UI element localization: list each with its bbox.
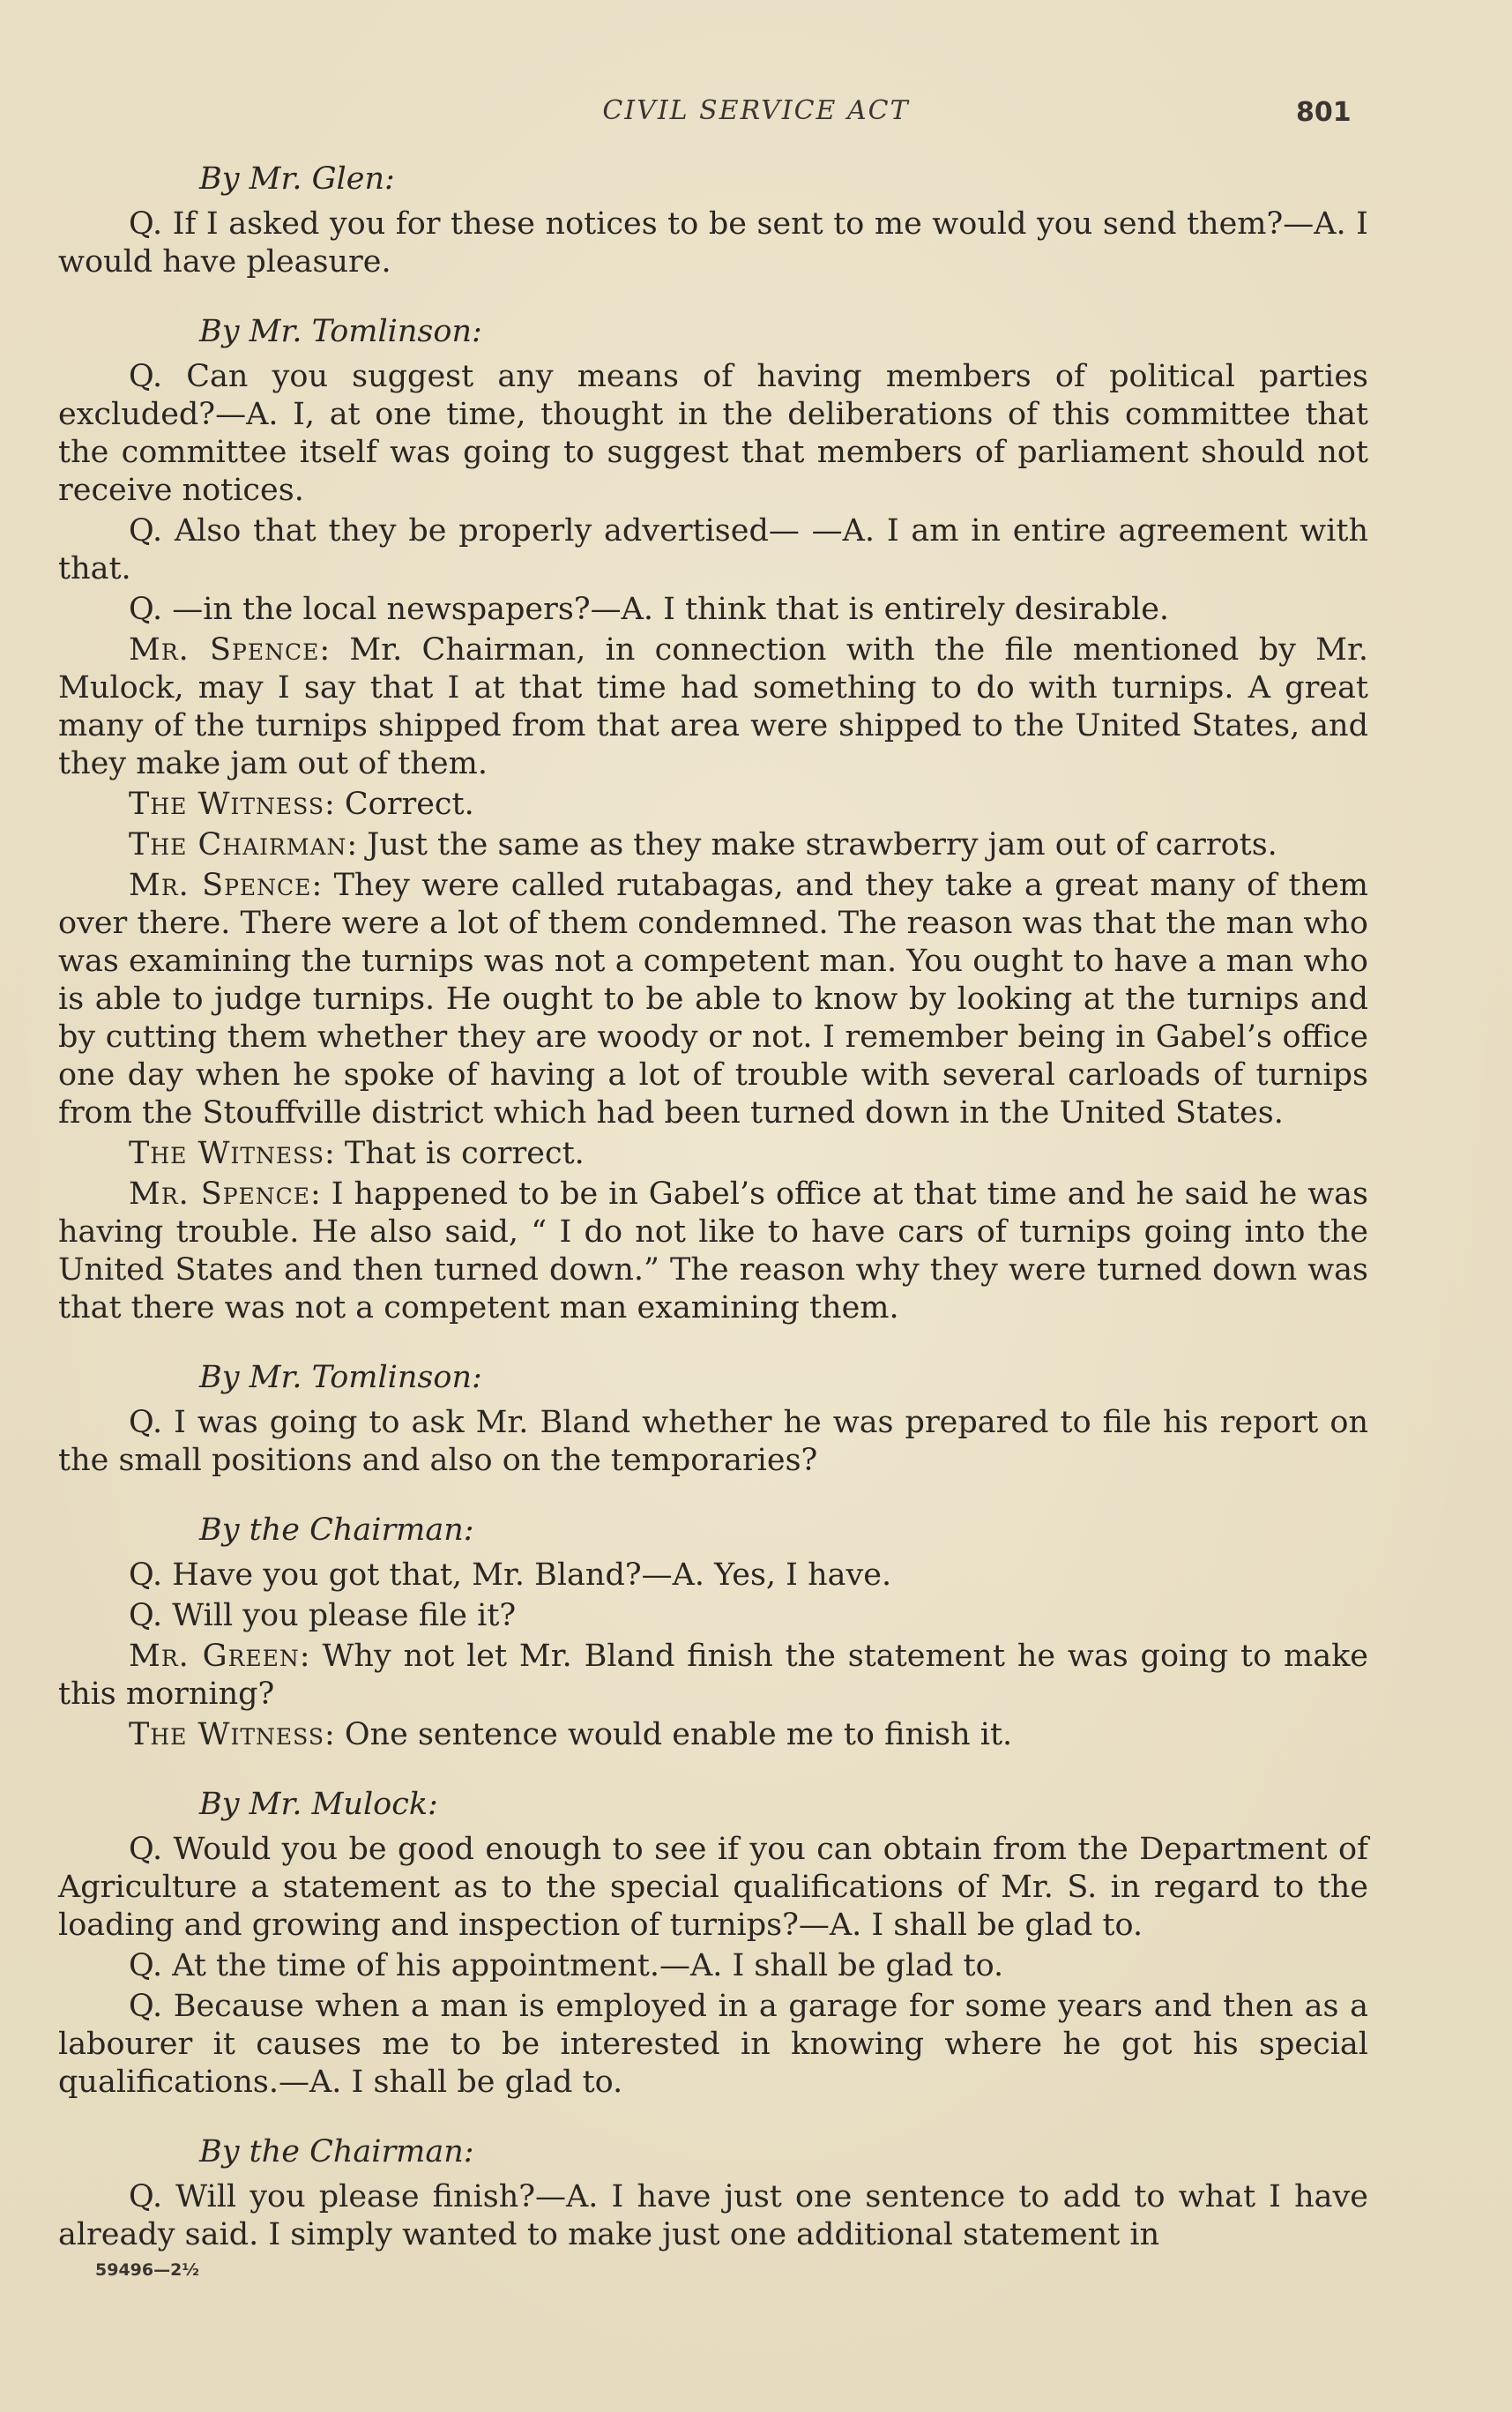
speaker-name: The Chairman: [129, 827, 347, 862]
speech-paragraph: [58, 867, 1368, 1132]
speech-paragraph: [58, 1638, 1368, 1714]
speaker-name: The Witness: [129, 1717, 324, 1752]
speech-text: : Correct.: [324, 787, 474, 822]
paragraph: Q. Can you suggest any means of having members of political parties excluded?—A. I, at one time, thought in the deliberations of this committee that the committee itself was going to suggest that members of parliament should not receive notices.: [58, 359, 1368, 508]
byline: By the Chairman:: [199, 2134, 474, 2169]
byline: By Mr. Tomlinson:: [199, 1360, 482, 1395]
printer-signature-mark: 59496—2½: [95, 2260, 199, 2280]
speech-paragraph: [58, 1135, 1368, 1173]
paragraph: Q. At the time of his appointment.—A. I shall be glad to.: [129, 1948, 1004, 1983]
running-header-title: CIVIL SERVICE ACT: [602, 95, 910, 126]
byline: By Mr. Mulock:: [199, 1787, 438, 1822]
speech-text: : That is correct.: [324, 1136, 585, 1171]
paragraph: Q. Have you got that, Mr. Bland?—A. Yes, I have.: [129, 1557, 892, 1593]
speech-text: : Mr. Chairman, in connection with the file mentioned by Mr. Mulock, may I say that I at that time had something to do with turnips. A great many of the turnips shipped from that area were shipped to the United States, and they make jam out of them.: [58, 632, 1368, 781]
paragraph: Q. Will you please file it?: [129, 1598, 517, 1633]
byline: By the Chairman:: [199, 1512, 474, 1548]
paragraph: Q. If I asked you for these notices to be sent to me would you send them?—A. I would have pleasure.: [58, 206, 1368, 280]
speaker-name: The Witness: [129, 787, 324, 822]
paragraph: Q. Will you please finish?—A. I have just one sentence to add to what I have already said. I simply wanted to make just one additional statement in: [58, 2179, 1368, 2252]
body-text: [58, 161, 1368, 2257]
paragraph: Q. Would you be good enough to see if you can obtain from the Department of Agriculture a statement as to the special qualifications of Mr. S. in regard to the loading and growing and inspection of turnips?—A. I shall be glad to.: [58, 1832, 1368, 1943]
page-number: 801: [1296, 97, 1352, 128]
speaker-name: Mr. Spence: [129, 632, 320, 668]
speech-text: : Why not let Mr. Bland finish the statement he was going to make this morning?: [58, 1639, 1368, 1712]
speaker-name: Mr. Spence: [129, 1176, 311, 1212]
speech-paragraph: [58, 1716, 1368, 1754]
speaker-name: Mr. Green: [129, 1639, 300, 1674]
speech-text: : One sentence would enable me to finish it.: [324, 1717, 1013, 1752]
speaker-name: Mr. Spence: [129, 868, 312, 903]
paragraph: Q. Because when a man is employed in a garage for some years and then as a labourer it causes me to be interested in knowing where he got his special qualifications.—A. I shall be glad to.: [58, 1989, 1368, 2100]
speech-paragraph: [58, 826, 1368, 864]
speech-paragraph: [58, 1176, 1368, 1327]
paragraph: Q. —in the local newspapers?—A. I think that is entirely desirable.: [129, 592, 1170, 627]
speaker-name: The Witness: [129, 1136, 324, 1171]
byline: By Mr. Glen:: [199, 161, 395, 197]
speech-paragraph: [58, 631, 1368, 783]
paragraph: Q. I was going to ask Mr. Bland whether he was prepared to file his report on the small positions and also on the temporaries?: [58, 1405, 1368, 1478]
speech-text: : They were called rutabagas, and they take a great many of them over there. There were a lot of them condemned. The reason was that the man who was examining the turnips was not a competent man. You ought to have a man who is able to judge turnips. He ought to be able to know by looking at the turnips and by cutting them whether they are woody or not. I remember being in Gabel’s office one day when he spoke of having a lot of trouble with several carloads of turnips from the Stouffville district which had been turned down in the United States.: [58, 868, 1368, 1131]
speech-paragraph: [58, 786, 1368, 824]
byline: By Mr. Tomlinson:: [199, 314, 482, 349]
paragraph: Q. Also that they be properly advertised— —A. I am in entire agreement with that.: [58, 513, 1368, 586]
speech-text: : Just the same as they make strawberry jam out of carrots.: [346, 827, 1277, 862]
speech-text: : I happened to be in Gabel’s office at that time and he said he was having trouble. He also said, “ I do not like to have cars of turnips going into the United States and then turned down.” The reason why they were turned down was that there was not a competent man examining them.: [58, 1176, 1369, 1325]
